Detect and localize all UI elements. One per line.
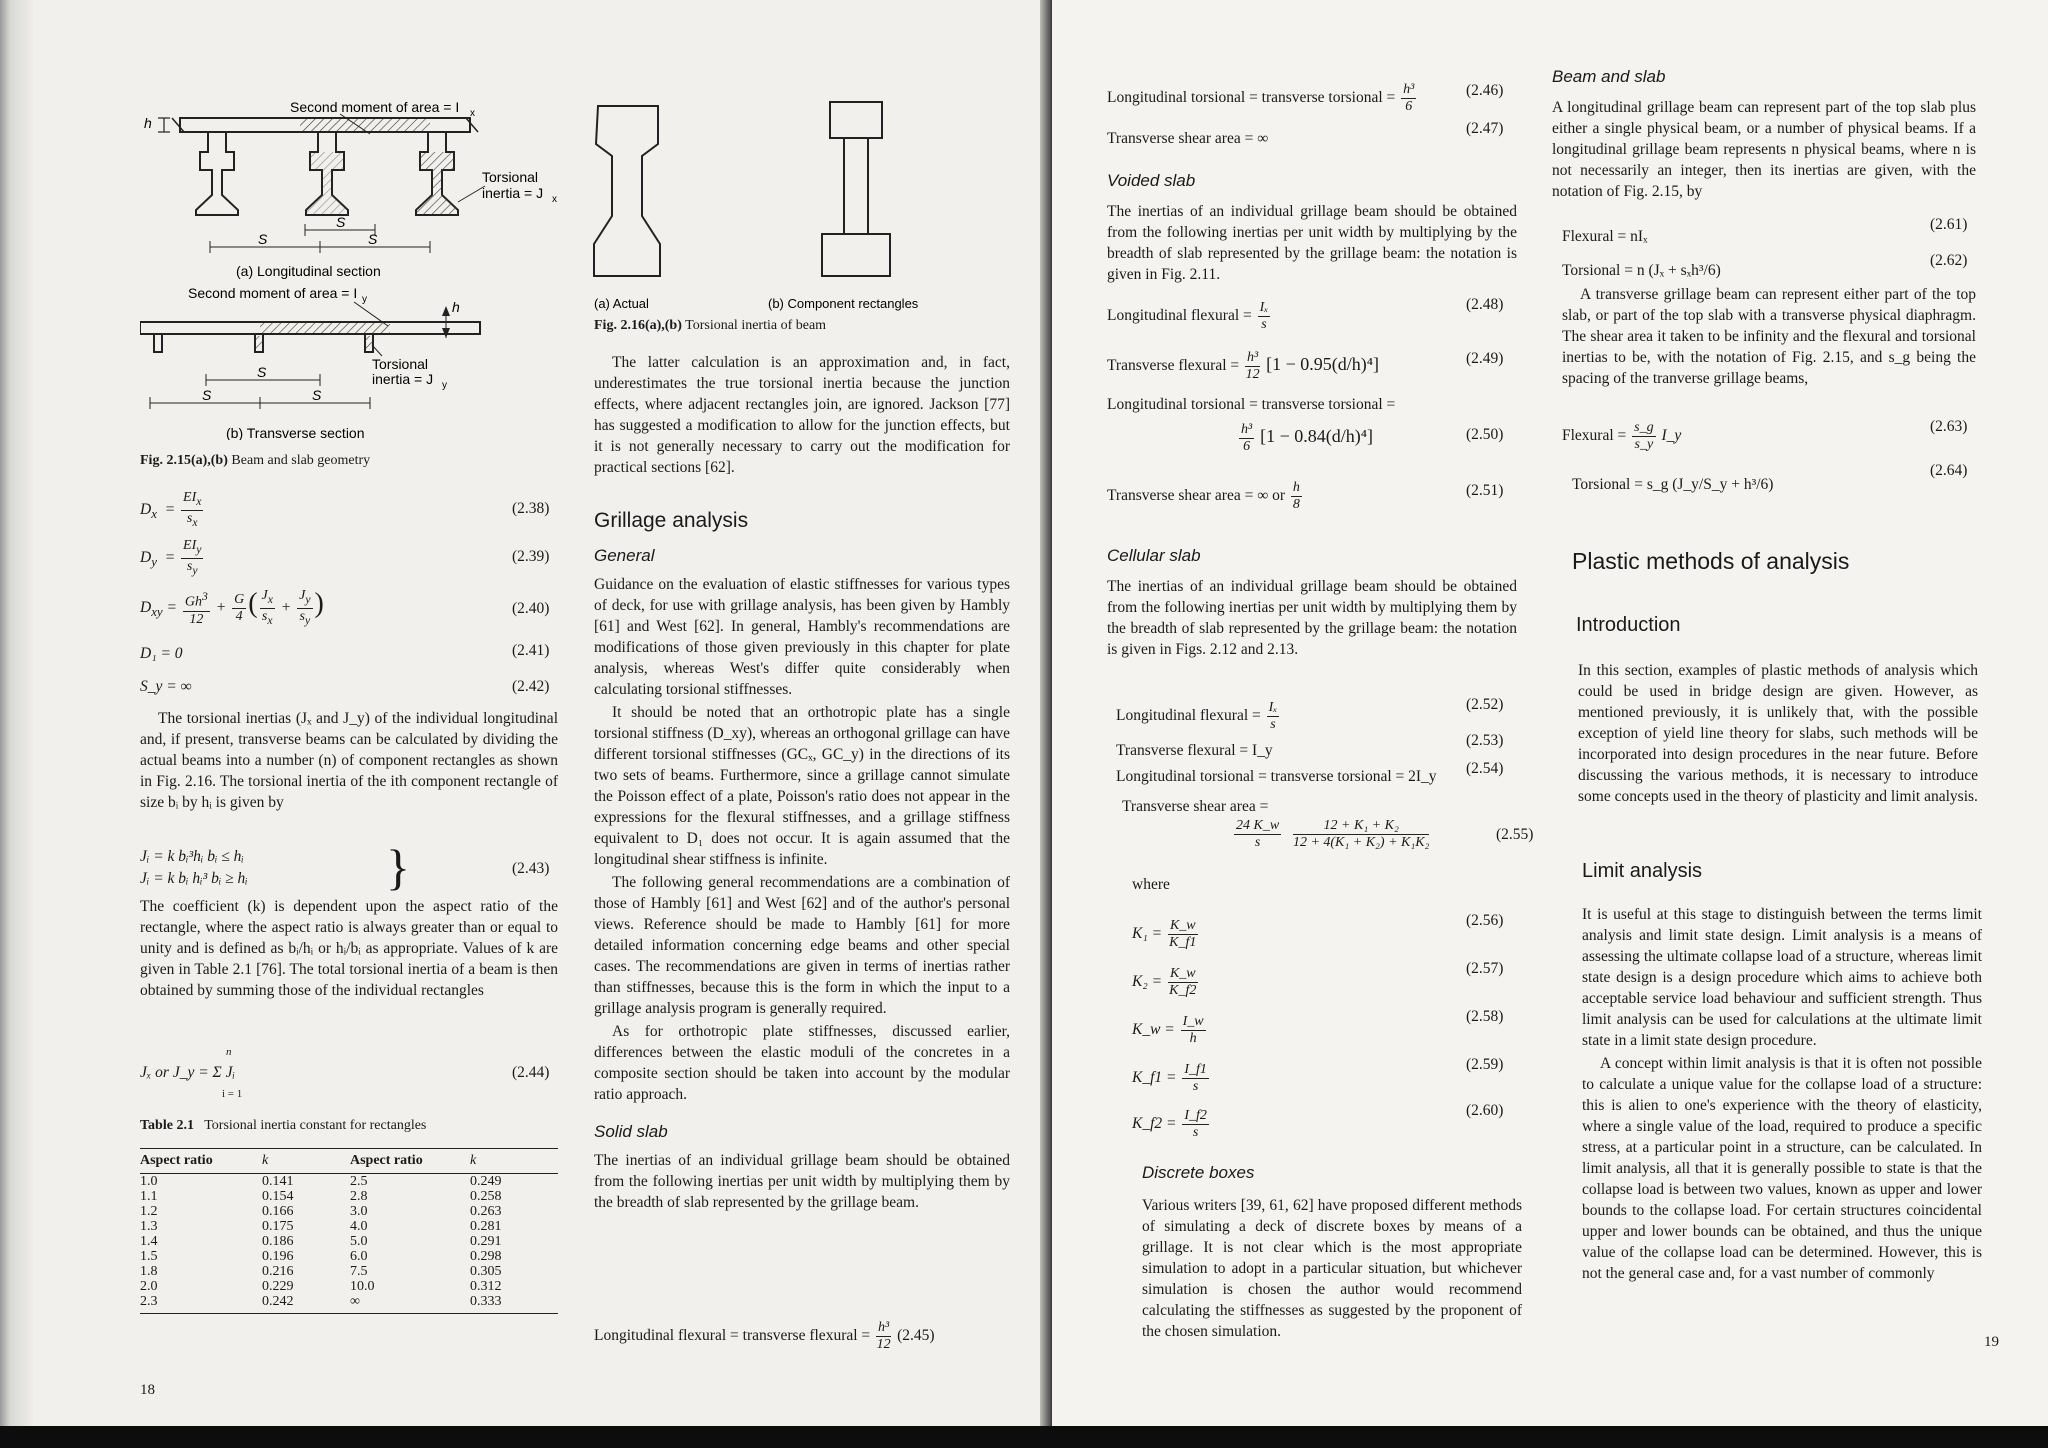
table-header: Aspect ratio	[350, 1149, 470, 1174]
eq-2-49	[1107, 350, 1379, 383]
k-equation-num: I_f2	[1184, 1108, 1207, 1123]
table-cell: 1.0	[140, 1174, 158, 1189]
fig215-sy-3: S	[312, 387, 322, 403]
fig215-sy-1: S	[257, 364, 267, 380]
where-label: where	[1132, 876, 1170, 893]
eq-2-44-number: (2.44)	[512, 1064, 550, 1081]
eq-2-43-line2: Jᵢ = k bᵢ hᵢ³ bᵢ ≥ hᵢ	[140, 870, 248, 887]
table-cell: 2.5	[350, 1174, 368, 1189]
table-row	[140, 1249, 558, 1264]
table-cell: 6.0	[350, 1249, 368, 1264]
table-header-row	[140, 1149, 558, 1174]
eq-2-41: D₁ = 0	[140, 645, 183, 662]
k-equation-lhs: K₁ =	[1132, 925, 1163, 943]
k-equation-den: h	[1189, 1031, 1197, 1046]
eq-2-44-top: n	[226, 1046, 232, 1058]
eq-2-44-bottom: i = 1	[222, 1088, 243, 1100]
table-cell: 7.5	[350, 1264, 368, 1279]
table-cell: 0.186	[262, 1234, 294, 1249]
k-equation-fraction	[1181, 1014, 1206, 1047]
fig215-caption-b: (b) Transverse section	[226, 425, 365, 440]
table-row	[140, 1279, 558, 1294]
k-equation-den: s	[1192, 1125, 1199, 1140]
eq-2-61: Flexural = nIₓ	[1562, 228, 1648, 245]
right-colB-beam-slab	[1552, 66, 1976, 204]
fig215-label-h: h	[144, 115, 152, 131]
eq-2-63-num: s_g	[1634, 420, 1654, 435]
eq-2-49-num: h³	[1247, 350, 1259, 365]
table-cell: 0.258	[470, 1189, 502, 1204]
fig215-sub-y-2: y	[442, 380, 447, 391]
fig216-title: Torsional inertia of beam	[685, 318, 827, 333]
table-cell: 0.305	[470, 1264, 502, 1279]
table-cell: 1.5	[140, 1249, 158, 1264]
col2-para-1: The latter calculation is an approximation and, in fact, underestimates the true torsional inertia because the junction effects, where adjacent rectangles join, are ignored. Jackson [77] has suggested a modification to allow for the junction effects, but it is not generally necessary to carry out the modification for practical sections [62].	[594, 354, 1010, 476]
eq-2-44: Jₓ or J_y = Σ Jᵢ	[140, 1064, 235, 1081]
eq-2-46-num: h³	[1403, 82, 1415, 97]
fig215-caption	[140, 453, 370, 469]
eq-2-42: S_y = ∞	[140, 678, 192, 695]
table-cell: 10.0	[350, 1279, 375, 1294]
fig215-label-torsional-y: Torsional	[372, 356, 429, 372]
eq-2-38: $D_x$ = $\frac{EI_x}{s_x}$	[140, 490, 202, 529]
eq-2-47: Transverse shear area = ∞	[1107, 130, 1269, 147]
fig215-sx-1: S	[336, 214, 346, 230]
eq-2-50	[1237, 422, 1373, 455]
eq-2-49-bracket: [1 − 0.95(d/h)⁴]	[1266, 354, 1379, 375]
table-cell: 2.8	[350, 1189, 368, 1204]
col2-para-4: The following general recommendations are a combination of those of Hambly [61] and West [62] and of the author's personal views. Reference should be made to Hambly [61] for more detailed information concerning edge beams and other special cases. The recommendations are given in terms of inertias rather than stiffnesses, because this is the form in which the input to a grillage analysis program is generally required.	[594, 874, 1010, 1017]
eq-2-52-den: s	[1270, 717, 1276, 732]
table-row	[140, 1219, 558, 1234]
table-cell: 1.1	[140, 1189, 158, 1204]
eq-2-39-number: (2.39)	[512, 548, 550, 565]
col1-para-1: The torsional inertias (Jₓ and J_y) of the individual longitudinal and, if present, transverse beams can be calculated by dividing the actual beams into a number (n) of component rectangles as shown in Fig. 2.16. The torsional inertia of the ith component rectangle of size bᵢ by hᵢ is given by	[140, 710, 558, 811]
heading-limit-analysis: Limit analysis	[1582, 860, 1703, 882]
table-cell: 0.291	[470, 1234, 502, 1249]
fig215-sub-x: x	[470, 108, 475, 119]
k-equation-lhs: K_w =	[1132, 1021, 1175, 1039]
page-number-left: 18	[140, 1382, 155, 1398]
table-cell: 4.0	[350, 1219, 368, 1234]
eq-2-51	[1107, 480, 1304, 513]
eq-2-40-number: (2.40)	[512, 600, 550, 617]
k-equation	[1132, 1062, 1211, 1095]
heading-grillage-analysis: Grillage analysis	[594, 509, 749, 532]
eq-2-45-den: 12	[876, 1337, 891, 1352]
eq-2-52-num: Iₓ	[1268, 700, 1278, 715]
table-cell: 0.263	[470, 1204, 502, 1219]
eq-2-46-den: 6	[1405, 99, 1413, 114]
eq-2-55	[1232, 818, 1431, 851]
eq-2-63	[1562, 420, 1681, 453]
eq-2-55-text: Transverse shear area =	[1122, 798, 1269, 815]
eq-2-51-num: h	[1292, 480, 1300, 495]
table-cell: 1.3	[140, 1219, 158, 1234]
table-cell: 0.196	[262, 1249, 294, 1264]
table-header: k	[470, 1149, 558, 1174]
eq-2-50-bracket: [1 − 0.84(d/h)⁴]	[1260, 426, 1373, 447]
fig215-sub-y: y	[362, 294, 367, 305]
table-cell: 0.333	[470, 1294, 558, 1314]
table-cell: 0.298	[470, 1249, 502, 1264]
eq-2-38-number: (2.38)	[512, 500, 550, 517]
table-row	[140, 1204, 558, 1219]
fig215-sub-x-2: x	[552, 194, 557, 205]
eq-2-41-number: (2.41)	[512, 642, 550, 659]
k-equation-fraction	[1168, 918, 1198, 951]
col2-para-2: Guidance on the evaluation of elastic stiffnesses for various types of deck, for use with grillage analysis, has been given by Hambly [61] and West [62]. In general, Hambly's recommendations are modifications of those given previously in this chapter for plate analysis, whereas West's differ quite considerably when calculating torsional stiffnesses.	[594, 576, 1010, 698]
fig216-caption	[594, 318, 826, 334]
table-row	[140, 1234, 558, 1249]
table-cell: 0.312	[470, 1279, 502, 1294]
eq-2-46-number: (2.46)	[1466, 82, 1504, 99]
eq-2-55-number: (2.55)	[1496, 826, 1534, 843]
figure-2-16-torsional-diagram	[590, 96, 950, 311]
eq-2-51-den: 8	[1292, 497, 1300, 512]
fig215-sy-2: S	[202, 387, 212, 403]
table-2-1-caption	[140, 1118, 426, 1134]
k-equation-num: K_w	[1169, 966, 1196, 981]
eq-2-62-number: (2.62)	[1930, 252, 1968, 269]
fig215-label-inertia-y: inertia = J	[372, 371, 434, 387]
eq-2-63-number: (2.63)	[1930, 418, 1968, 435]
eq-2-49-text: Transverse flexural =	[1107, 357, 1240, 375]
eq-2-50-num: h³	[1241, 422, 1253, 437]
table-cell: 0.166	[262, 1204, 294, 1219]
table-header: Aspect ratio	[140, 1149, 262, 1174]
fig215-label-torsional-x: Torsional	[482, 169, 539, 185]
table-cell: ∞	[350, 1294, 470, 1314]
fig215-label: Fig. 2.15(a),(b)	[140, 453, 228, 468]
right-colA-discrete	[1142, 1162, 1522, 1344]
eq-2-52	[1116, 700, 1281, 733]
eq-2-46-text: Longitudinal torsional = transverse torsional =	[1107, 89, 1396, 107]
k-equation-den: K_f1	[1169, 935, 1197, 950]
table-cell: 0.154	[262, 1189, 294, 1204]
eq-2-50-number: (2.50)	[1466, 426, 1504, 443]
right-colB-beam-slab-2	[1562, 284, 1976, 391]
table-cell: 1.4	[140, 1234, 158, 1249]
k-equation	[1132, 918, 1200, 951]
table-row	[140, 1264, 558, 1279]
table-cell: 1.2	[140, 1204, 158, 1219]
table-cell: 1.8	[140, 1264, 158, 1279]
k-equation-lhs: K_f2 =	[1132, 1115, 1177, 1133]
k-equation-number: (2.59)	[1466, 1056, 1504, 1073]
eq-2-52-text: Longitudinal flexural =	[1116, 707, 1261, 725]
eq-2-54-number: (2.54)	[1466, 760, 1504, 777]
voided-para: The inertias of an individual grillage beam should be obtained from the following inertias per unit width by multiplying by the breadth of slab represented by the grillage beam: the notation is given in Fig. 2.11.	[1107, 203, 1517, 283]
eq-2-50-text: Longitudinal torsional = transverse torsional =	[1107, 396, 1396, 413]
fig215-sx-2: S	[258, 231, 268, 247]
k-equation-den: K_f2	[1169, 983, 1197, 998]
subhead-cellular-slab: Cellular slab	[1107, 546, 1201, 565]
k-equation-den: s	[1192, 1079, 1199, 1094]
eq-2-48	[1107, 300, 1272, 333]
eq-2-52-number: (2.52)	[1466, 696, 1504, 713]
k-equation	[1132, 1014, 1208, 1047]
intro-para: In this section, examples of plastic methods of analysis which could be used in bridge design are given. However, as mentioned previously, it is unlikely that, with the possible exception of yield line theory for slabs, such methods will be incorporated into design procedures in the near future. Before discussing the various methods, it is necessary to introduce some concepts used in the theory of plasticity and limit analysis.	[1578, 662, 1978, 805]
fig215-label-h2: h	[452, 299, 460, 315]
eq-2-50-den: 6	[1243, 439, 1251, 454]
table-cell: 5.0	[350, 1234, 368, 1249]
k-equation-lhs: K₂ =	[1132, 973, 1163, 991]
table-cell: 3.0	[350, 1204, 368, 1219]
eq-2-63-den: s_y	[1634, 437, 1654, 452]
left-col2-text	[594, 352, 1010, 1215]
beam-slab-para-2: A transverse grillage beam can represent either part of the top slab, or part of the top slab with a transverse physical diaphragm. The shear area it taken to be infinity and the flexural and torsional inertias to be, with the notation of Fig. 2.15, and s_g being the spacing of the tranverse grillage beams,	[1562, 286, 1976, 387]
table-row	[140, 1189, 558, 1204]
eq-2-64-number: (2.64)	[1930, 462, 1968, 479]
limit-para-2: A concept within limit analysis is that it is often not possible to calculate a unique value for the collapse load of a structure: this is alien to one's experience with the theory of elasticity, where a single value of the load, required to produce a specific stress, at a particular point in a structure, can be calculated. In limit analysis, all that it is generally possible to state is that the collapse load is between two values, known as upper and lower bounds to the collapse load. For certain structures coincidental upper and lower bounds can be obtained, and thus the unique value of the collapse load can be determined. However, this is not the general case and, for a vast number of commonly	[1582, 1055, 1982, 1282]
k-equation-number: (2.60)	[1466, 1102, 1504, 1119]
table-cell: 0.281	[470, 1219, 502, 1234]
left-col1-text-b	[140, 896, 558, 1003]
eq-2-63-text: Flexural =	[1562, 427, 1627, 445]
eq-2-48-number: (2.48)	[1466, 296, 1504, 313]
eq-2-39: $D_y$ = $\frac{EI_y}{s_y}$	[140, 538, 202, 577]
fig215-label-second-moment-y: Second moment of area = I	[188, 285, 358, 301]
eq-2-45-text: Longitudinal flexural = transverse flexural =	[594, 1327, 871, 1345]
eq-2-43-number: (2.43)	[512, 860, 550, 877]
eq-2-48-text: Longitudinal flexural =	[1107, 307, 1252, 325]
eq-2-49-number: (2.49)	[1466, 350, 1504, 367]
eq-2-55-den1: s	[1254, 835, 1261, 850]
right-colB-intro	[1578, 660, 1978, 809]
eq-2-55-den2: 12 + 4(K₁ + K₂) + K₁K₂	[1292, 835, 1430, 850]
heading-introduction: Introduction	[1576, 614, 1681, 636]
eq-2-62: Torsional = n (Jₓ + sₓh³/6)	[1562, 262, 1721, 279]
table-2-1	[140, 1148, 558, 1314]
subhead-voided-slab: Voided slab	[1107, 171, 1196, 190]
eq-2-43-brace: }	[386, 839, 410, 895]
fig215-caption-a: (a) Longitudinal section	[236, 263, 381, 279]
k-equation-number: (2.57)	[1466, 960, 1504, 977]
limit-para-1: It is useful at this stage to distinguish between the terms limit analysis and limit state design. Limit analysis is a means of assessing the ultimate collapse load of a structure, whereas limit state design is a design procedure which aims to achieve both acceptable service load behaviour and sufficient strength. Thus limit analysis can be used for calculations at the ultimate limit state in a limit state design procedure.	[1582, 906, 1982, 1049]
book-edge-shadow	[0, 0, 34, 1448]
right-page	[1052, 0, 2048, 1448]
col1-para-2: The coefficient (k) is dependent upon the aspect ratio of the rectangle, where the aspect ratio is always greater than or equal to unity and is defined as bᵢ/hᵢ or hᵢ/bᵢ as appropriate. Values of k are given in Table 2.1 [76]. The total torsional inertia of a beam is then obtained by summing those of the individual rectangles	[140, 898, 558, 999]
eq-2-43-line1: Jᵢ = k bᵢ³hᵢ bᵢ ≤ hᵢ	[140, 848, 244, 865]
table-row	[140, 1174, 558, 1190]
eq-2-63-tail: I_y	[1661, 427, 1682, 445]
k-equation-fraction	[1182, 1062, 1209, 1095]
eq-2-40: $D_{xy}$ = $\frac{Gh^3}{12}$ + $\frac{G}{4}$ ( $\frac{J_x}{s_x}$ + $\frac{J_y}{s_y}$ )	[140, 588, 324, 627]
eq-2-53-number: (2.53)	[1466, 732, 1504, 749]
k-equation-number: (2.58)	[1466, 1008, 1504, 1025]
left-col1-text-a	[140, 708, 558, 815]
eq-2-45-num: h³	[878, 1320, 890, 1335]
fig215-label-inertia-x: inertia = J	[482, 185, 544, 201]
eq-2-48-num: Iₓ	[1259, 300, 1269, 315]
fig216-label: Fig. 2.16(a),(b)	[594, 318, 682, 333]
k-equation-fraction	[1182, 1108, 1209, 1141]
eq-2-55-num1: 24 K_w	[1236, 818, 1280, 833]
right-colB-limit	[1582, 904, 1982, 1286]
eq-2-42-number: (2.42)	[512, 678, 550, 695]
discrete-para: Various writers [39, 61, 62] have proposed different methods of simulating a deck of discrete boxes by means of a grillage. It is not clear which is the most appropriate simulation to adopt in a particular situation, but whichever simulation is chosen the author would recommend calculating the stiffnesses as suggested by the proponent of the chosen simulation.	[1142, 1197, 1522, 1340]
eq-2-51-text: Transverse shear area = ∞ or	[1107, 487, 1286, 505]
table-cell: 0.249	[470, 1174, 502, 1189]
eq-2-45	[594, 1320, 935, 1353]
k-equation-num: I_w	[1182, 1014, 1204, 1029]
heading-plastic-methods: Plastic methods of analysis	[1572, 548, 1850, 574]
k-equation-num: K_w	[1169, 918, 1196, 933]
fig216-caption-b: (b) Component rectangles	[768, 296, 919, 311]
eq-2-45-number: (2.45)	[897, 1327, 935, 1345]
table-cell: 0.216	[262, 1264, 294, 1279]
scan-bottom-edge	[0, 1426, 2048, 1448]
table-title: Torsional inertia constant for rectangles	[204, 1118, 427, 1133]
col2-para-6: The inertias of an individual grillage beam should be obtained from the following inertias per unit width by multiplying them by the breadth of slab represented by the grillage beam.	[594, 1152, 1010, 1211]
eq-2-55-num2: 12 + K₁ + K₂	[1293, 818, 1430, 835]
subhead-solid-slab: Solid slab	[594, 1122, 668, 1141]
page-number-right: 19	[1984, 1334, 1999, 1350]
subhead-general: General	[594, 546, 655, 565]
table-cell: 0.141	[262, 1174, 294, 1189]
table-header: k	[262, 1149, 350, 1174]
k-equation-fraction	[1168, 966, 1198, 999]
right-colA-voided	[1107, 170, 1517, 287]
k-equation	[1132, 1108, 1211, 1141]
eq-2-53: Transverse flexural = I_y	[1116, 742, 1273, 759]
cellular-para: The inertias of an individual grillage beam should be obtained from the following inertias per unit width by multiplying them by the breadth of slab represented by the grillage beam: the notation is given in Figs. 2.12 and 2.13.	[1107, 578, 1517, 658]
k-equation	[1132, 966, 1200, 999]
eq-2-47-number: (2.47)	[1466, 120, 1504, 137]
table-cell: 0.175	[262, 1219, 294, 1234]
eq-2-61-number: (2.61)	[1930, 216, 1968, 233]
eq-2-46	[1107, 82, 1418, 115]
table-label: Table 2.1	[140, 1118, 194, 1133]
fig215-sx-3: S	[368, 231, 378, 247]
k-equation-number: (2.56)	[1466, 912, 1504, 929]
eq-2-64: Torsional = s_g (J_y/S_y + h³/6)	[1572, 476, 1774, 493]
k-equation-num: I_f1	[1184, 1062, 1207, 1077]
eq-2-54: Longitudinal torsional = transverse torsional = 2I_y	[1116, 768, 1437, 785]
table-cell: 0.229	[262, 1279, 294, 1294]
eq-2-49-den: 12	[1245, 367, 1260, 382]
table-cell: 2.3	[140, 1294, 262, 1314]
eq-2-51-number: (2.51)	[1466, 482, 1504, 499]
subhead-discrete-boxes: Discrete boxes	[1142, 1163, 1255, 1182]
fig215-label-second-moment-x: Second moment of area = I	[290, 99, 460, 115]
col2-para-5: As for orthotropic plate stiffnesses, discussed earlier, differences between the elastic moduli of the concretes in a composite section should be taken into account by the modular ratio approach.	[594, 1023, 1010, 1103]
fig215-title: Beam and slab geometry	[231, 453, 371, 468]
table-body	[140, 1174, 558, 1314]
eq-2-48-den: s	[1261, 317, 1267, 332]
table-row	[140, 1294, 558, 1314]
right-colA-cellular	[1107, 545, 1517, 662]
beam-slab-para-1: A longitudinal grillage beam can represent part of the top slab plus either a single physical beam, or a number of physical beams. If a longitudinal grillage beam represents n physical beams, where n is not necessarily an integer, then its inertias are given, with the notation of Fig. 2.15, by	[1552, 99, 1976, 200]
fig216-caption-a: (a) Actual	[594, 296, 649, 311]
k-equation-lhs: K_f1 =	[1132, 1069, 1177, 1087]
subhead-beam-and-slab: Beam and slab	[1552, 67, 1666, 86]
figure-2-15-beam-slab-diagram	[140, 90, 580, 440]
col2-para-3: It should be noted that an orthotropic plate has a single torsional stiffness (D_xy), whereas an orthogonal grillage can have different torsional stiffnesses (GCₓ, GC_y) in the directions of its two sets of beams. Furthermore, since a grillage cannot simulate the Poisson effect of a plate, Poisson's ratio does not appear in the expressions for the flexural stiffnesses, and a grillage stiffness equivalent to D₁ does not occur. It is again assumed that the longitudinal shear stiffness is infinite.	[594, 704, 1010, 868]
table-cell: 2.0	[140, 1279, 158, 1294]
table-cell: 0.242	[262, 1294, 350, 1314]
